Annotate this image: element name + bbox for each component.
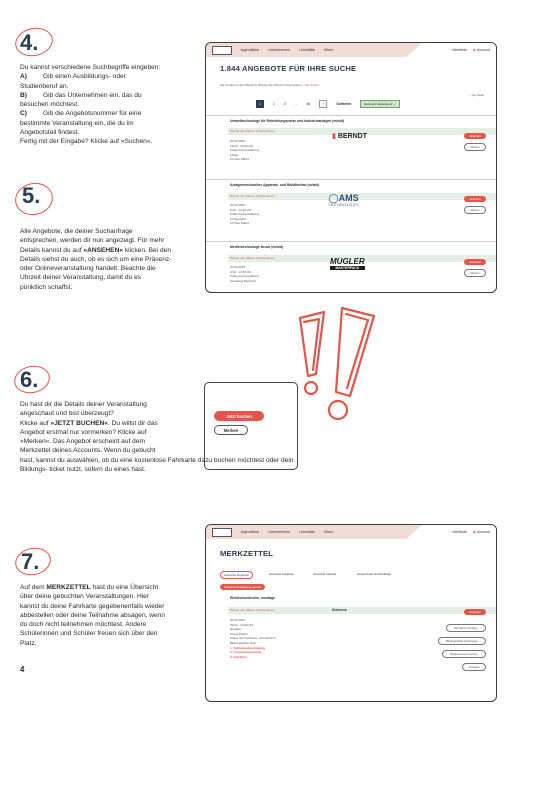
step-6-line: hast, kannst du auswählen, ob du eine kostenlose Fahrkarte dazu buchen möchtest oder dein <box>20 456 294 464</box>
status-badge: Teilnahmebestätigung gesend <box>220 584 265 590</box>
step-6-jetzt-buchen: »JETZT BUCHEN« <box>50 419 108 427</box>
separator <box>206 241 496 242</box>
page-number: 4 <box>20 665 25 674</box>
step-4-text <box>20 63 200 147</box>
edu-ticket-line: Bildungsticket: Nein <box>230 640 257 645</box>
account-link[interactable]: ◉ Account <box>473 48 490 52</box>
tab-booked[interactable]: Gebuchte Angebote <box>220 571 253 579</box>
step-7-text <box>20 583 205 648</box>
subline-text: Sie suchten in dem Bereich: Woche der offenen Unternehmen <box>220 83 303 87</box>
save-button[interactable]: Merken <box>464 206 486 214</box>
step-7-line: hast du eine Übersicht <box>90 584 159 591</box>
offer-tag: Woche der offenen Unternehmen <box>230 608 275 612</box>
offer-title: Medientechnologe Druck (m/w/d) <box>230 245 284 249</box>
nav-item[interactable]: Eltern <box>324 48 334 52</box>
nav-item[interactable]: Eltern <box>324 530 334 534</box>
offer-time: 13:00 - 15:00 Uhr <box>230 143 254 148</box>
logo-subtext: MASTERPACK <box>330 266 365 270</box>
doc-link[interactable]: 1. Teilnahmebestätigung <box>230 645 265 650</box>
step-5-line: Alle Angebote, die deiner Suchanfrage <box>20 228 133 235</box>
step-6-line: Klicke auf <box>20 419 51 427</box>
nav-item[interactable]: Lehrkräfte <box>298 48 316 52</box>
sort-select[interactable]: Relevanz absteigend ⌄ <box>360 100 399 108</box>
per-page-label: pro Seite <box>471 93 484 97</box>
pager-page-active[interactable]: 1 <box>256 100 264 108</box>
step-5-line: entsprechen, werden dir nun angezeigt. Für mehr <box>20 237 165 245</box>
info-icon: ● <box>273 636 276 641</box>
merkzettel-title: MERKZETTEL <box>220 549 274 558</box>
step-4-c-cont2: Angebotsteil findest. <box>20 129 80 137</box>
step-6-line: angeschaut und bist überzeugt? <box>20 410 114 418</box>
step-4-outro: Fertig mit der Eingabe? Klicke auf »Suchen«. <box>20 138 153 146</box>
offer-slots: 9 freie Plätze <box>230 631 248 636</box>
pager-page[interactable]: 3 <box>283 102 286 106</box>
per-page[interactable]: ⌄ pro Seite <box>468 93 484 97</box>
logo-text: MUGLER <box>330 257 365 266</box>
step-4-intro: Du kannst verschiedene Suchbegriffe eingeben: <box>20 64 161 71</box>
offer-place: Annaberg-Buchholz <box>230 278 257 283</box>
step-4-b-label: B) <box>20 91 27 99</box>
remember-button[interactable]: Merken <box>214 425 248 435</box>
filter-link[interactable]: · Alle Filtern <box>303 83 320 87</box>
offer-place: Löbau <box>230 152 239 157</box>
exclamation-dot-left <box>305 382 317 394</box>
booked-offer-title: Elektromonteur/in, montage <box>230 596 276 600</box>
offer-details <box>230 203 259 226</box>
offer-place: Lichtenstein <box>230 216 247 221</box>
site-logo <box>212 46 232 55</box>
offer-slots: 10 freie Plätze <box>230 157 250 162</box>
step-6-line: . Du willst dir das <box>107 419 158 427</box>
step-7-merkzettel: MERKZETTEL <box>46 584 91 591</box>
offer-details <box>230 265 259 283</box>
step-5-line: Uhrzeit deiner Veranstaltung, damit du es <box>20 274 141 282</box>
step-4-a-cont: Studienberuf an. <box>20 82 69 90</box>
nav-item[interactable]: Unternehmen <box>268 530 290 534</box>
filter-link-text: Alle Filtern <box>304 83 320 87</box>
step-5-ansehen: »ANSEHEN« <box>83 246 123 254</box>
merkliste-link[interactable]: ♡ Merkliste <box>448 48 467 52</box>
pager <box>256 100 400 108</box>
offer-title: Anlagenmechaniker Apparate- und Behälterbau (m/w/d) <box>230 183 320 187</box>
tab-saved-searches[interactable]: Gespeicherte Suchaufträge <box>357 572 392 576</box>
step-4-a-label: A) <box>20 73 27 81</box>
step-7-line: Auf dem <box>20 584 47 591</box>
step-6-line: »Merken«. Das Angebot erscheint auf dem <box>20 438 145 446</box>
offer-slots: 10 freie Plätze <box>230 221 250 226</box>
site-nav <box>206 525 496 539</box>
step-5-number: 5. <box>22 183 41 208</box>
booked-offer-details <box>230 618 276 659</box>
pager-ellipsis: ... <box>294 102 298 106</box>
step-4-b-text: Gib das Unternehmen ein, das du <box>43 91 142 99</box>
save-button[interactable]: Merken <box>464 269 486 277</box>
step-6-line: Du hast dir die Details deiner Veranstaltung <box>20 401 147 408</box>
offer-title: Umwelttechnologe für Rohrleitungsnetze und Industrieanlagen (m/w/d) <box>230 119 345 123</box>
step-7-line: über deine gebuchten Veranstaltungen. Hier <box>20 593 150 601</box>
book-now-button[interactable]: Jetzt buchen <box>214 411 264 421</box>
company-logo-mugler <box>330 258 365 270</box>
pager-page[interactable]: 46 <box>306 102 311 106</box>
step-4-c-cont1: bestimmte Veranstaltung ein, die du im <box>20 119 134 127</box>
step-4-c-text: Gib die Angebotsnummer für eine <box>43 110 142 118</box>
tab-saved-ads[interactable]: Gemerkte Inserate <box>313 572 337 576</box>
logo-text: AMS <box>338 193 359 203</box>
company-logo-berndt: ▮ BERNDT <box>332 133 367 140</box>
company-logo-ams: ◯AMS TECHNOLOGY <box>328 193 360 207</box>
separator <box>206 115 496 116</box>
step-6-number: 6. <box>20 367 39 392</box>
offer-type: Präsenzveranstaltung <box>230 274 260 279</box>
search-results-screenshot <box>205 42 497 293</box>
nav-item[interactable]: Lehrkräfte <box>298 530 316 534</box>
doc-link[interactable]: 2. Freistellungsantrag <box>230 650 262 655</box>
site-nav <box>206 43 496 57</box>
cancel-participation-button[interactable]: Absagen <box>462 663 486 671</box>
offer-time: 9:00 - 13:30 Uhr <box>230 269 252 274</box>
doc-link[interactable]: 3. Fahrkarte <box>230 654 248 659</box>
offer-city: Dresden <box>230 627 242 632</box>
step-7-line: Schülerinnen und Schüler freuen sich über den <box>20 630 158 638</box>
step-7-number: 7. <box>21 549 40 574</box>
step-4-c-label: C) <box>20 110 27 118</box>
ticket-status: Status der Fahrkarte: unterstützt <box>230 636 274 641</box>
step-5-line: pünktlich schaffst. <box>20 283 73 291</box>
logo-subtext: TECHNOLOGY <box>328 203 360 207</box>
offer-date: 20.03.2025 <box>230 139 246 143</box>
offer-tag: Woche der offenen Unternehmen <box>230 129 275 133</box>
edu-ticket-button[interactable]: Bildungsticket hinterlegen <box>438 637 486 645</box>
nav-item[interactable]: Unternehmen <box>268 48 290 52</box>
step-4-b-cont: besuchen möchtest. <box>20 101 80 109</box>
account-link[interactable]: ◉ Account <box>473 530 490 534</box>
step-4-a-text: Gib einen Ausbildungs- oder <box>43 73 126 81</box>
step-6-line: Bildungs- ticket nutzt, sofern du eines hast. <box>20 466 146 474</box>
nav-item[interactable]: Jugendliche <box>240 48 260 52</box>
step-7-line: kannst du deine Fahrkarte gegebenenfalls wieder <box>20 602 165 610</box>
merkliste-link[interactable]: ♡ Merkliste <box>448 530 467 534</box>
sort-value: Relevanz absteigend <box>364 102 393 106</box>
company-name: Siemens <box>332 608 347 612</box>
offer-time: 9:00 - 12:00 Uhr <box>230 207 252 212</box>
exclamation-bar-right-inner <box>346 314 368 388</box>
step-7-line: Platz. <box>20 639 37 647</box>
step-6-line: Angebot erstmal nur vormerken? Klicke auf <box>20 428 147 436</box>
pager-next-icon[interactable]: › <box>319 100 327 108</box>
step-7-line: abbestellen oder deine Teilnahme absagen, wenn <box>20 611 166 619</box>
step-5-line: klicken. Bei den <box>123 246 172 254</box>
offer-type: Präsenzveranstaltung <box>230 212 260 217</box>
results-title: 1.844 ANGEBOTE FÜR IHRE SUCHE <box>220 64 357 73</box>
step-7-line: du doch nicht teilnehmen möchtest. Andere <box>20 621 147 629</box>
results-subline <box>220 83 319 88</box>
offer-date: 20.03.2025 <box>230 203 246 207</box>
sort-label: Sortieren <box>336 102 352 106</box>
offer-details <box>230 139 259 162</box>
view-button[interactable]: Ansehen <box>464 196 486 202</box>
view-button[interactable]: Ansehen <box>464 609 486 615</box>
step-5-text <box>20 227 200 292</box>
separator <box>206 179 496 180</box>
nav-item[interactable]: Jugendliche <box>240 530 260 534</box>
nav-right <box>448 530 490 534</box>
offer-date: 20.03.2025 <box>230 265 246 269</box>
offer-type: Präsenzveranstaltung <box>230 148 260 153</box>
step-6-text <box>20 400 350 474</box>
view-button[interactable]: Ansehen <box>464 259 486 265</box>
tab-saved-offers[interactable]: Gemerkte Angebote <box>269 572 294 576</box>
step-5-line: oder Onlineveranstaltung handelt. Beachte die <box>20 265 156 273</box>
step-5-line: Details kannst du auf <box>20 246 84 254</box>
cancel-ticket-button[interactable]: Fahrkarte kündigen <box>446 624 486 632</box>
nav-right <box>448 48 490 52</box>
step-6-line: Merkzettel deines Accounts. Wenn du gebucht <box>20 447 156 455</box>
offer-tag: Woche der offenen Unternehmen <box>230 256 275 260</box>
view-button[interactable]: Ansehen <box>464 133 486 139</box>
companion-button[interactable]: Begleitperson buchen <box>442 650 486 658</box>
site-logo <box>212 528 232 537</box>
offer-tag: Woche der offenen Unternehmen <box>230 194 275 198</box>
offer-time: 09:00 - 12:00 Uhr <box>230 622 254 627</box>
step-5-line: Details siehst du auch, ob es sich um eine Präsenz- <box>20 255 172 263</box>
step-4-number: 4. <box>20 30 39 55</box>
merkzettel-screenshot <box>205 524 497 702</box>
logo-text: BERNDT <box>337 133 367 140</box>
save-button[interactable]: Merken <box>464 143 486 151</box>
offer-date: 20.03.2025 <box>230 618 246 622</box>
pager-page[interactable]: 2 <box>273 102 275 106</box>
